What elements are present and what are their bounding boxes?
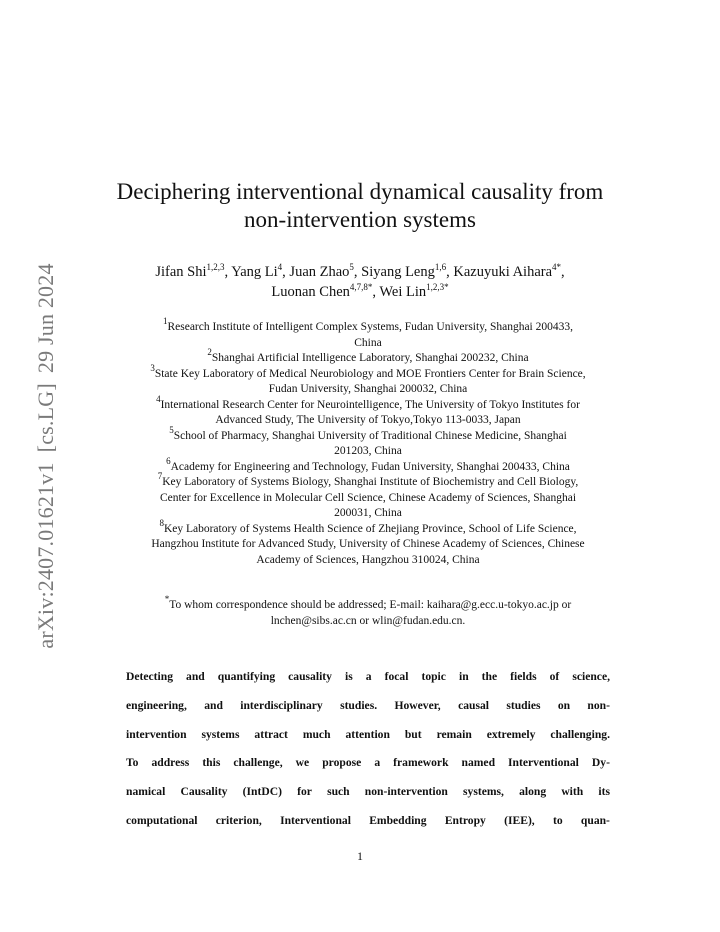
correspondence-emails: lnchen@sibs.ac.cn or wlin@fudan.edu.cn. <box>270 614 466 627</box>
affiliation-3 <box>96 362 640 398</box>
affiliation-text: Hangzhou Institute for Advanced Study, University of Chinese Academy of Sciences, Chinese <box>151 538 585 550</box>
affiliation-4 <box>96 393 640 429</box>
affiliation-number: 3 <box>150 362 155 373</box>
affiliation-2 <box>96 347 640 367</box>
author-name: Kazuyuki Aihara <box>453 264 553 280</box>
abstract-word: computational <box>126 813 198 827</box>
abstract-word: non- <box>587 698 610 712</box>
affiliation-text: Key Laboratory of Systems Biology, Shanghai Institute of Biochemistry and Cell Biology, <box>162 476 579 488</box>
abstract-word: Entropy <box>444 813 486 827</box>
abstract <box>126 663 610 836</box>
title-line-2: non-intervention systems <box>244 207 476 232</box>
abstract-word: studies <box>506 698 541 712</box>
affiliation-number: 4 <box>156 393 161 404</box>
abstract-word: Dy- <box>591 756 610 770</box>
affiliation-text: 200031, China <box>334 507 402 519</box>
affiliation-8 <box>96 517 640 569</box>
abstract-word: studies. <box>340 698 378 712</box>
correspondence-note <box>96 594 640 629</box>
abstract-word: Embedding <box>369 813 427 827</box>
abstract-word: extremely <box>486 727 536 741</box>
affiliation-text: Shanghai Artificial Intelligence Laboratory, Shanghai 200232, China <box>211 352 529 364</box>
author-name: Juan Zhao <box>289 264 350 280</box>
abstract-word: However, <box>394 698 441 712</box>
abstract-word: Interventional <box>508 756 579 770</box>
title-line-1: Deciphering interventional dynamical causality from <box>116 179 604 204</box>
abstract-word: of <box>549 670 560 683</box>
affiliation-1 <box>96 316 640 351</box>
author-name: Luonan Chen <box>271 284 350 300</box>
abstract-word: much <box>302 727 331 741</box>
arxiv-id[interactable]: arXiv:2407.01621v1 <box>33 462 58 649</box>
abstract-word: To <box>126 756 139 770</box>
affiliation-text: Academy for Engineering and Technology, Fudan University, Shanghai 200433, China <box>170 460 570 473</box>
abstract-word: framework <box>393 756 449 770</box>
abstract-word: topic <box>421 670 446 683</box>
abstract-word: non-intervention <box>364 785 448 799</box>
abstract-line <box>126 749 610 778</box>
abstract-word: in <box>458 670 469 683</box>
abstract-word: and <box>186 670 205 683</box>
author-affiliation-marks: 1,6 <box>434 262 447 272</box>
author-affiliation-marks: 4 <box>277 262 283 272</box>
abstract-word: a <box>374 756 381 770</box>
affiliation-text: Fudan University, Shanghai 200032, China <box>268 383 468 395</box>
abstract-word: with <box>561 785 584 799</box>
abstract-word: engineering, <box>126 698 187 712</box>
abstract-line <box>126 692 610 721</box>
abstract-word: challenging. <box>550 727 610 741</box>
affiliation-number: 6 <box>166 455 171 466</box>
abstract-word: on <box>557 698 571 712</box>
affiliation-6 <box>96 455 640 476</box>
correspondence-mark: * <box>164 594 170 604</box>
abstract-word: (IntDC) <box>242 785 282 799</box>
abstract-word: systems <box>201 727 240 741</box>
abstract-word: a <box>365 670 372 683</box>
paper-title <box>70 178 650 234</box>
affiliation-5 <box>96 424 640 460</box>
author-affiliation-marks: 4,7,8* <box>349 282 373 292</box>
abstract-word: quantifying <box>217 670 276 683</box>
abstract-line <box>126 807 610 836</box>
arxiv-category[interactable]: [cs.LG] <box>33 383 58 453</box>
abstract-word: its <box>598 785 610 799</box>
correspondence-text: To whom correspondence should be addressed; E-mail: kaihara@g.ecc.u-tokyo.ac.jp or <box>169 599 572 611</box>
author-separator: , <box>561 264 565 280</box>
abstract-word: challenge, <box>233 756 283 770</box>
author-name: Wei Lin <box>379 284 427 300</box>
abstract-word: causal <box>458 698 489 712</box>
affiliation-text: Center for Excellence in Molecular Cell Science, Chinese Academy of Sciences, Shanghai <box>159 491 577 504</box>
abstract-line <box>126 721 610 750</box>
affiliation-text: International Research Center for Neurointelligence, The University of Tokyo Institutes for <box>160 398 580 411</box>
affiliation-list <box>96 316 640 568</box>
abstract-word: and <box>204 698 223 712</box>
author-line-1 <box>70 262 650 282</box>
abstract-word: attention <box>345 727 390 741</box>
affiliation-number: 7 <box>157 471 163 481</box>
abstract-word: along <box>519 785 547 799</box>
abstract-word: science, <box>572 670 610 683</box>
abstract-line <box>126 663 610 692</box>
abstract-word: attract <box>254 727 288 741</box>
abstract-word: systems, <box>463 785 504 799</box>
abstract-word: focal <box>384 670 409 683</box>
author-affiliation-marks: 4* <box>552 262 562 272</box>
abstract-word: Detecting <box>126 670 173 683</box>
abstract-word: criterion, <box>215 813 262 827</box>
abstract-word: address <box>151 756 190 770</box>
affiliation-text: Research Institute of Intelligent Complex Systems, Fudan University, Shanghai 200433, <box>167 321 574 333</box>
abstract-word: Causality <box>180 785 228 799</box>
abstract-word: interdisciplinary <box>240 698 323 712</box>
author-name: Yang Li <box>231 264 278 280</box>
abstract-word: fields <box>510 670 537 683</box>
author-list <box>70 262 650 302</box>
author-name: Jifan Shi <box>155 264 207 280</box>
abstract-word: named <box>461 756 496 770</box>
affiliation-number: 1 <box>162 316 168 326</box>
abstract-word: causality <box>288 670 332 683</box>
affiliation-text: State Key Laboratory of Medical Neurobiology and MOE Frontiers Center for Brain Science, <box>154 367 586 380</box>
affiliation-number: 8 <box>159 517 164 528</box>
affiliation-text: Advanced Study, The University of Tokyo,Tokyo 113-0033, Japan <box>215 414 521 426</box>
author-separator: , <box>224 264 232 280</box>
affiliation-text: School of Pharmacy, Shanghai University of Traditional Chinese Medicine, Shanghai <box>173 429 567 442</box>
author-affiliation-marks: 5 <box>349 262 354 272</box>
affiliation-text: Academy of Sciences, Hangzhou 310024, China <box>256 553 480 566</box>
abstract-line <box>126 778 610 807</box>
abstract-word: the <box>481 670 498 683</box>
abstract-word: remain <box>436 727 472 741</box>
author-separator: , <box>372 284 380 300</box>
affiliation-text: Key Laboratory of Systems Health Science of Zhejiang Province, School of Life Science, <box>163 522 577 535</box>
page-number: 1 <box>357 849 363 863</box>
author-separator: , <box>446 264 454 280</box>
author-separator: , <box>282 264 290 280</box>
abstract-word: intervention <box>126 727 187 741</box>
abstract-word: propose <box>322 756 362 770</box>
affiliation-7 <box>96 471 640 522</box>
abstract-word: for <box>297 785 312 799</box>
abstract-word: namical <box>126 785 166 799</box>
arxiv-date: 29 Jun 2024 <box>33 263 58 374</box>
abstract-word: is <box>345 670 353 683</box>
author-affiliation-marks: 1,2,3* <box>426 282 449 292</box>
abstract-word: to <box>552 813 563 827</box>
abstract-word: but <box>404 727 422 741</box>
affiliation-number: 5 <box>169 424 174 435</box>
author-separator: , <box>353 264 362 280</box>
affiliation-text: China <box>354 336 382 349</box>
abstract-word: (IEE), <box>504 813 535 827</box>
author-line-2 <box>70 282 650 302</box>
author-affiliation-marks: 1,2,3 <box>206 262 225 272</box>
arxiv-stamp <box>33 263 59 648</box>
abstract-word: quan- <box>580 813 610 827</box>
affiliation-text: 201203, China <box>334 445 402 457</box>
abstract-word: such <box>327 785 350 799</box>
author-name: Siyang Leng <box>361 264 435 280</box>
affiliation-number: 2 <box>207 347 212 357</box>
abstract-word: we <box>295 756 310 770</box>
abstract-word: this <box>202 756 221 770</box>
abstract-word: Interventional <box>280 813 351 827</box>
